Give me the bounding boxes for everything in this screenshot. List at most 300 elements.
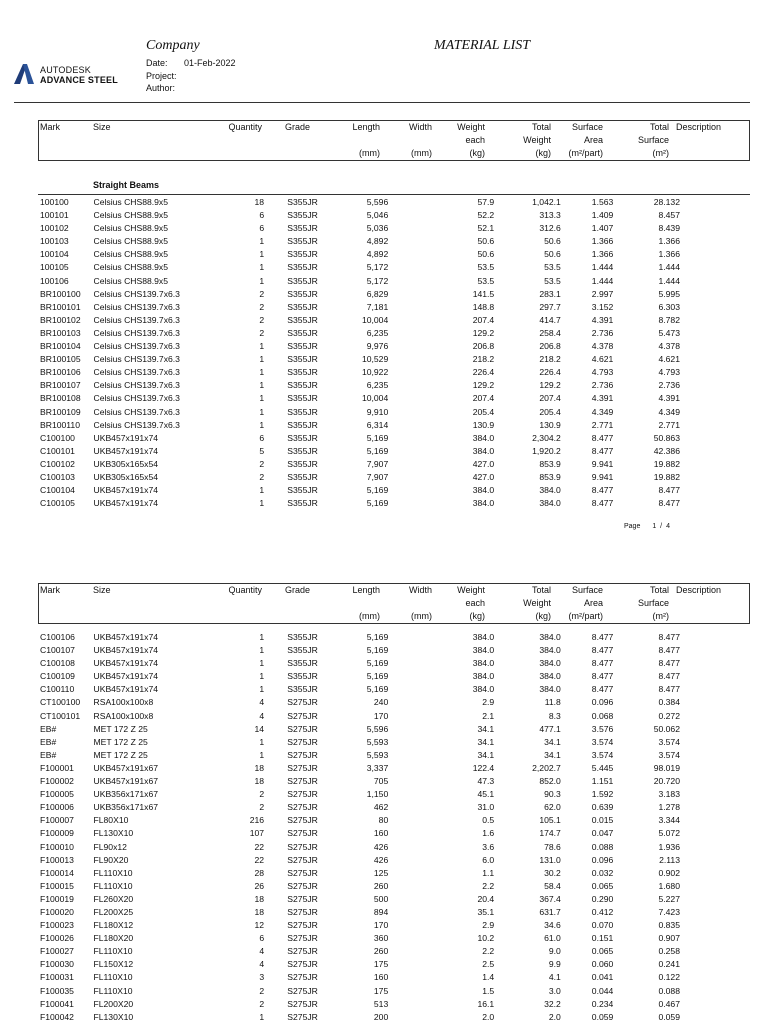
cell-quantity: 2 [259,458,265,469]
cell-mark: C100101 [40,445,75,456]
cell-weight-each: 34.1 [477,736,495,747]
cell-size: FL110X10 [93,985,133,996]
table-row [40,958,680,971]
cell-total-weight: 2.0 [548,1011,561,1022]
cell-total-surface: 3.344 [658,815,680,826]
cell-total-weight: 631.7 [539,906,561,917]
cell-total-weight: 1,920.2 [532,445,561,456]
cell-quantity: 2 [259,288,265,299]
cell-length: 4,892 [366,249,389,260]
cell-surface-area: 8.477 [591,645,614,656]
cell-weight-each: 130.9 [472,419,495,430]
cell-size: UKB457x191x74 [93,671,158,682]
cell-mark: EB# [40,723,57,734]
table-row [40,261,680,274]
cell-size: UKB457x191x74 [93,432,158,443]
cell-mark: F100042 [40,1011,74,1022]
cell-total-weight: 477.1 [539,723,561,734]
cell-quantity: 1 [259,1011,265,1022]
cell-length: 260 [373,946,389,957]
cell-total-surface: 0.902 [658,867,680,878]
cell-length: 160 [373,972,389,983]
cell-gap [264,762,287,775]
cell-gap [264,288,287,301]
cell-total-surface: 8.477 [658,684,680,695]
cell-surface-area: 3.574 [591,736,614,747]
header-divider [14,102,750,103]
cell-weight-each: 384.0 [472,485,495,496]
cell-grade: S355JR [287,445,318,456]
cell-surface-area: 0.047 [591,828,614,839]
table-row [40,788,680,801]
cell-weight-each: 57.9 [477,197,495,207]
cell-width [388,248,440,261]
cell-mark: BR100100 [40,288,81,299]
cell-width [388,880,440,893]
cell-weight-each: 53.5 [477,275,495,286]
cell-surface-area: 0.015 [591,815,614,826]
cell-surface-area: 0.096 [591,854,614,865]
cell-quantity: 2 [259,802,265,813]
cell-total-surface: 5.995 [658,288,680,299]
table-row [40,998,680,1011]
cell-length: 260 [373,880,389,891]
cell-width [388,340,440,353]
cell-quantity: 2 [259,301,265,312]
cell-width [388,945,440,958]
cell-total-weight: 297.7 [539,301,561,312]
cell-mark: C100100 [40,432,75,443]
cell-grade: S355JR [287,471,318,482]
cell-width [388,327,440,340]
cell-mark: BR100106 [40,367,81,378]
col-weight-each-2: each [465,598,485,608]
cell-quantity: 5 [259,445,265,456]
cell-total-weight: 384.0 [539,671,561,682]
cell-mark: F100023 [40,920,74,931]
unit-surface-area-2: (m²/part) [568,611,603,621]
cell-quantity: 4 [259,710,265,721]
cell-width [388,657,440,670]
cell-mark: BR100102 [40,314,81,325]
cell-grade: S275JR [287,815,318,826]
col-weight-2: Weight [457,585,485,595]
cell-mark: F100010 [40,841,74,852]
col-surface-area: Surface [571,122,603,132]
cell-width [388,985,440,998]
cell-size: Celsius CHS88.9x5 [93,236,169,247]
table-row [40,814,680,827]
cell-grade: S355JR [287,288,318,299]
cell-width [388,301,440,314]
cell-weight-each: 34.1 [477,749,495,760]
cell-grade: S355JR [287,419,318,430]
cell-quantity: 1 [259,367,265,378]
cell-gap [264,366,287,379]
cell-length: 240 [373,697,389,708]
cell-length: 5,169 [366,671,389,682]
cell-grade: S275JR [287,710,318,721]
cell-grade: S355JR [287,301,318,312]
cell-surface-area: 3.576 [591,723,614,734]
cell-length: 7,907 [366,458,389,469]
cell-quantity: 107 [249,828,265,839]
cell-size: Celsius CHS139.7x6.3 [93,341,180,352]
table-row [40,196,680,209]
cell-gap [264,710,287,723]
cell-size: Celsius CHS139.7x6.3 [93,314,180,325]
col-surface-area-p2: Surface [571,585,603,595]
cell-weight-each: 384.0 [472,432,495,443]
cell-width [388,209,440,222]
cell-mark: F100027 [40,946,74,957]
cell-total-surface: 20.720 [653,776,680,787]
cell-width [388,762,440,775]
cell-total-surface: 0.835 [658,920,680,931]
cell-surface-area: 0.412 [591,906,614,917]
cell-gap [264,353,287,366]
cell-total-surface: 2.736 [658,380,680,391]
cell-width [388,353,440,366]
col-total-surface-p2: Total [649,585,669,595]
cell-total-surface: 0.272 [658,710,680,721]
cell-length: 4,892 [366,236,389,247]
table-row [40,248,680,261]
cell-weight-each: 10.2 [477,933,495,944]
cell-gap [264,406,287,419]
table-row [40,275,680,288]
cell-length: 5,169 [366,445,389,456]
cell-grade: S275JR [287,802,318,813]
cell-surface-area: 3.152 [591,301,614,312]
cell-width [388,1011,440,1024]
cell-grade: S355JR [287,645,318,656]
cell-quantity: 6 [259,223,265,234]
cell-gap [264,854,287,867]
cell-width [388,379,440,392]
cell-weight-each: 2.5 [482,959,495,970]
cell-weight-each: 384.0 [472,445,495,456]
unit-width-2: (mm) [411,611,432,621]
cell-surface-area: 1.409 [591,210,614,221]
cell-surface-area: 1.563 [591,197,614,207]
cell-weight-each: 1.6 [482,828,495,839]
cell-mark: 100104 [40,249,69,260]
cell-gap [264,432,287,445]
cell-weight-each: 384.0 [472,671,495,682]
col-description-2: Description [676,585,722,595]
unit-surface-area: (m²/part) [568,148,603,158]
table-row [40,945,680,958]
cell-grade: S355JR [287,197,318,207]
cell-total-surface: 5.072 [658,828,680,839]
cell-quantity: 1 [259,236,265,247]
cell-total-surface: 4.621 [658,354,680,365]
cell-size: FL110X10 [93,880,133,891]
cell-mark: F100005 [40,789,74,800]
cell-mark: BR100110 [40,419,80,430]
cell-total-weight: 34.1 [544,736,561,747]
cell-gap [264,788,287,801]
cell-length: 5,169 [366,684,389,695]
cell-gap [264,775,287,788]
cell-gap [264,670,287,683]
table-row [40,445,680,458]
cell-mark: 100100 [40,197,69,207]
section-title: Straight Beams [93,180,160,190]
cell-total-weight: 30.2 [544,867,561,878]
cell-surface-area: 4.391 [591,314,614,325]
table-row [40,327,680,340]
table-row [40,841,680,854]
table-row [40,419,680,432]
cell-gap [264,841,287,854]
cell-grade: S355JR [287,223,318,234]
cell-total-surface: 8.477 [658,671,680,682]
cell-weight-each: 205.4 [472,406,495,417]
cell-gap [264,314,287,327]
cell-weight-each: 53.5 [477,262,495,273]
cell-total-weight: 130.9 [539,419,561,430]
cell-total-surface: 8.477 [658,658,680,669]
cell-width [388,841,440,854]
cell-mark: F100019 [40,893,74,904]
table-row [40,670,680,683]
cell-gap [264,696,287,709]
cell-grade: S275JR [287,893,318,904]
cell-grade: S275JR [287,1011,318,1022]
cell-width [388,749,440,762]
cell-total-weight: 313.3 [539,210,561,221]
cell-length: 462 [373,802,389,813]
cell-quantity: 28 [254,867,265,878]
cell-mark: C100103 [40,471,75,482]
cell-surface-area: 0.234 [591,998,614,1009]
unit-length-2: (mm) [359,611,380,621]
cell-total-surface: 0.241 [658,959,680,970]
cell-quantity: 2 [259,314,265,325]
table-row [40,919,680,932]
cell-weight-each: 427.0 [472,458,495,469]
cell-width [388,932,440,945]
cell-grade: S355JR [287,367,318,378]
cell-surface-area: 1.444 [591,262,614,273]
cell-total-surface: 19.882 [653,458,680,469]
cell-gap [264,827,287,840]
cell-total-weight: 105.1 [539,815,561,826]
cell-gap [264,749,287,762]
cell-gap [264,196,287,209]
cell-width [388,196,440,209]
cell-surface-area: 0.059 [591,1011,614,1022]
cell-length: 6,314 [366,419,389,430]
col-weight: Weight [457,122,485,132]
cell-surface-area: 8.477 [591,671,614,682]
project-label: Project: [146,71,177,81]
cell-total-surface: 50.062 [653,723,680,734]
table-row [40,801,680,814]
cell-quantity: 1 [259,419,265,430]
cell-width [388,696,440,709]
cell-total-surface: 8.439 [658,223,680,234]
unit-width: (mm) [411,148,432,158]
cell-total-weight: 226.4 [539,367,561,378]
cell-gap [264,445,287,458]
cell-total-surface: 8.477 [658,645,680,656]
cell-mark: BR100107 [40,380,81,391]
cell-total-weight: 2,202.7 [532,762,561,773]
cell-total-weight: 1,042.1 [532,197,561,207]
cell-gap [264,801,287,814]
col-total-surface-2-p2: Surface [637,598,669,608]
cell-mark: F100030 [40,959,74,970]
cell-total-surface: 1.278 [658,802,680,813]
cell-quantity: 12 [254,920,265,931]
cell-surface-area: 1.366 [591,249,614,260]
cell-width [388,683,440,696]
cell-size: Celsius CHS88.9x5 [93,262,169,273]
cell-width [388,971,440,984]
cell-size: UKB457x191x74 [93,498,158,509]
cell-length: 80 [378,815,389,826]
cell-surface-area: 2.736 [591,380,614,391]
cell-grade: S275JR [287,828,318,839]
cell-mark: C100109 [40,671,75,682]
col-weight-each: each [465,135,485,145]
cell-weight-each: 50.6 [477,236,495,247]
cell-width [388,392,440,405]
cell-length: 5,593 [366,736,389,747]
cell-total-weight: 384.0 [539,498,561,509]
col-total-surface-2: Surface [637,135,669,145]
cell-width [388,801,440,814]
unit-total-weight-2: (kg) [535,611,551,621]
page-current: 1 [652,523,657,530]
section-divider [38,194,750,195]
cell-total-weight: 414.7 [539,314,561,325]
cell-surface-area: 1.151 [591,776,614,787]
cell-total-surface: 3.574 [658,736,680,747]
cell-size: FL110X10 [93,867,133,878]
cell-mark: F100006 [40,802,74,813]
cell-weight-each: 206.8 [472,341,495,352]
cell-total-weight: 50.6 [544,236,561,247]
table-row [40,406,680,419]
cell-size: RSA100x100x8 [93,697,154,708]
cell-length: 705 [373,776,389,787]
cell-size: Celsius CHS139.7x6.3 [93,419,180,430]
cell-quantity: 1 [259,736,265,747]
cell-weight-each: 384.0 [472,632,495,642]
cell-grade: S355JR [287,393,318,404]
cell-mark: BR100103 [40,327,81,338]
cell-width [388,261,440,274]
cell-grade: S275JR [287,933,318,944]
cell-total-weight: 53.5 [544,275,561,286]
cell-gap [264,458,287,471]
cell-size: UKB457x191x74 [93,445,158,456]
table-row [40,314,680,327]
cell-surface-area: 0.032 [591,867,614,878]
cell-grade: S355JR [287,341,318,352]
cell-total-weight: 384.0 [539,645,561,656]
cell-weight-each: 3.6 [482,841,495,852]
cell-surface-area: 1.592 [591,789,614,800]
cell-total-surface: 3.183 [658,789,680,800]
logo-brand: AUTODESK [40,65,91,75]
cell-quantity: 1 [259,249,265,260]
cell-total-surface: 1.680 [658,880,680,891]
cell-grade: S355JR [287,671,318,682]
cell-total-surface: 8.477 [658,498,680,509]
cell-quantity: 26 [254,880,265,891]
table-row [40,471,680,484]
company-name: Company [146,38,200,53]
cell-mark: F100015 [40,880,74,891]
cell-size: FL260X20 [93,893,134,904]
cell-size: Celsius CHS88.9x5 [93,210,169,221]
cell-gap [264,631,287,644]
table-row [40,432,680,445]
cell-mark: F100014 [40,867,74,878]
cell-total-weight: 50.6 [544,249,561,260]
page-total: 4 [666,523,670,530]
cell-total-weight: 312.6 [539,223,561,234]
cell-length: 5,169 [366,432,389,443]
cell-width [388,235,440,248]
col-grade-2: Grade [285,585,311,595]
cell-width [388,670,440,683]
cell-size: UKB457x191x67 [93,762,158,773]
cell-length: 5,169 [366,485,389,496]
cell-surface-area: 8.477 [591,658,614,669]
cell-length: 9,910 [366,406,389,417]
cell-quantity: 1 [259,262,265,273]
cell-quantity: 6 [259,933,265,944]
cell-total-surface: 98.019 [653,762,680,773]
cell-total-surface: 8.457 [658,210,680,221]
cell-mark: EB# [40,736,57,747]
cell-size: FL130X10 [93,1011,134,1022]
cell-gap [264,392,287,405]
cell-length: 7,907 [366,471,389,482]
cell-size: UKB457x191x67 [93,776,158,787]
autodesk-logo-icon [14,64,36,84]
table-row [40,827,680,840]
table-row [40,985,680,998]
cell-gap [264,867,287,880]
cell-gap [264,209,287,222]
table-row [40,893,680,906]
cell-width [388,788,440,801]
table-row [40,880,680,893]
cell-gap [264,1011,287,1024]
cell-mark: C100106 [40,632,75,642]
cell-size: FL110X10 [93,946,133,957]
table-row [40,657,680,670]
col-width: Width [408,122,432,132]
cell-total-weight: 283.1 [539,288,561,299]
cell-mark: C100105 [40,498,75,509]
cell-gap [264,471,287,484]
cell-weight-each: 2.9 [482,920,495,931]
cell-surface-area: 0.096 [591,697,614,708]
cell-total-surface: 42.386 [653,445,680,456]
cell-grade: S275JR [287,736,318,747]
table-row [40,366,680,379]
table-row [40,209,680,222]
cell-gap [264,932,287,945]
